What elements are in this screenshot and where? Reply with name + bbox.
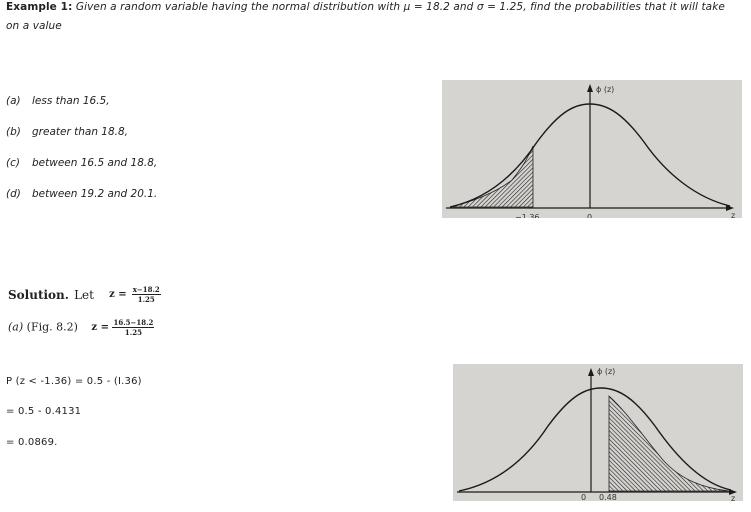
solution-let: Let <box>74 288 94 302</box>
y-axis-arrow <box>587 84 593 92</box>
part-text: between 16.5 and 18.8, <box>32 157 158 169</box>
part-d <box>6 188 157 200</box>
part-text: between 19.2 and 20.1. <box>32 188 158 200</box>
tick-zero: 0 <box>587 213 593 218</box>
part-a <box>6 95 110 107</box>
part-c <box>6 157 157 169</box>
part-b <box>6 126 128 138</box>
part-text: less than 16.5, <box>32 95 110 107</box>
normal-curve <box>459 388 731 491</box>
tick-zero: 0 <box>581 493 587 501</box>
z-label: z <box>731 494 736 501</box>
standardize-formula <box>132 285 161 304</box>
calc-line-1: P (z < -1.36) = 0.5 - (I.36) <box>6 376 142 387</box>
shaded-right-tail <box>609 396 729 491</box>
tick-right: 0.48 <box>599 493 617 501</box>
shaded-left-tail <box>450 146 533 207</box>
example-text-line1: Given a random variable having the normal distribution with μ = 18.2 and σ = 1.25, find the probabilities that it will take <box>75 1 725 13</box>
part-a-formula <box>112 318 154 337</box>
part-a-numerator: 16.5−18.2 <box>113 318 154 327</box>
phi-label: ϕ (z) <box>596 85 615 94</box>
example-text-line2: on a value <box>6 20 62 32</box>
part-a-solution <box>8 318 154 337</box>
z-equals: z = <box>91 322 109 333</box>
figure-left-tail <box>442 80 742 218</box>
part-tag: (a) <box>6 95 21 107</box>
part-a-denominator: 1.25 <box>124 328 142 337</box>
z-equals: z = <box>109 289 127 300</box>
calc-line-3: = 0.0869. <box>6 437 58 448</box>
part-tag: (d) <box>6 188 21 200</box>
part-a-ref: (a) <box>8 320 24 334</box>
calc-line-2: = 0.5 - 0.4131 <box>6 406 82 417</box>
solution-line <box>8 284 161 304</box>
part-tag: (b) <box>6 126 21 138</box>
formula-numerator: x−18.2 <box>132 285 160 294</box>
tick-left: −1.36 <box>515 213 540 218</box>
solution-label: Solution. <box>8 288 69 302</box>
example-statement <box>6 1 725 13</box>
y-axis-arrow <box>588 368 594 376</box>
example-label: Example 1: <box>6 1 73 13</box>
normal-curve-left-tail-svg <box>442 80 742 218</box>
figure-right-tail <box>453 364 743 501</box>
formula-denominator: 1.25 <box>137 295 155 304</box>
phi-label: ϕ (z) <box>597 367 616 376</box>
normal-curve-right-tail-svg <box>453 364 743 501</box>
part-text: greater than 18.8, <box>32 126 129 138</box>
part-a-fig-ref: (Fig. 8.2) <box>26 320 78 334</box>
part-tag: (c) <box>6 157 20 169</box>
z-label: z <box>731 211 736 218</box>
